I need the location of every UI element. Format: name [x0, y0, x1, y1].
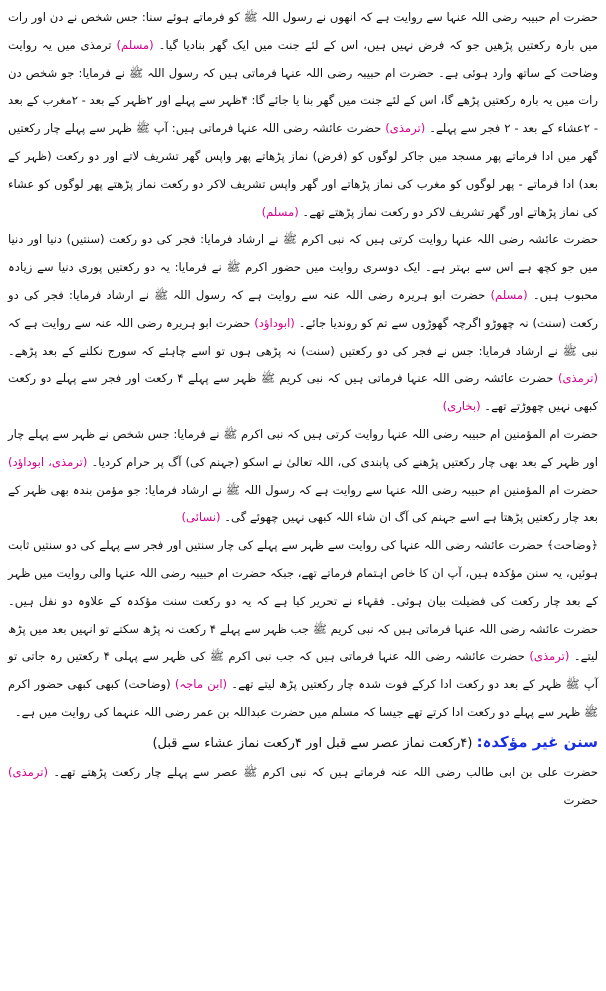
explanation-text: (وضاحت) کبھی کبھی حضور اکرم ﷺ ظہر سے پہلے دو رکعت ادا کرتے تھے جیسا کہ مسلم میں حضرت عبداللہ بن عمر رضی اللہ عنہما کی روایت میں ہے۔ — [8, 677, 598, 719]
hadith-text: حضرت ابو ہریرہ رضی اللہ عنہ سے روایت ہے کہ نبی ﷺ نے ارشاد فرمایا: جس نے فجر کی دو رکعتیں (سنت) نہ پڑھی ہوں تو اسے چاہئے کہ سورج نکلنے کے بعد پڑھے۔ — [8, 315, 598, 358]
reference-muslim: (مسلم) — [490, 287, 528, 302]
reference-tirmidhi: (ترمذی) — [557, 371, 598, 386]
reference-tirmidhi: (ترمذی) — [385, 121, 426, 136]
section-subtitle: (۴رکعت نماز عصر سے قبل اور ۴رکعت نماز عشاء سے قبل) — [152, 735, 473, 751]
explanation-text: ﴿وضاحت﴾ حضرت عائشہ رضی اللہ عنہا کی روایت سے ظہر سے پہلے کی چار سنتیں اور فجر سے پہلے کی دو سنتیں ثابت ہوئیں، یہ سنن مؤکدہ ہیں، آپ ان کا خاص اہتمام فرماتے تھے، جبکہ حضرت ام حبیبہ رضی اللہ عنہا والی روایت میں ظہر کے بعد چار رکعت کی فضیلت بیان ہوئی۔ فقہاء نے تحریر کیا ہے کہ یہ دو رکعت سنت مؤکدہ کے علاوہ دو نفل ہیں۔ حضرت عائشہ رضی اللہ عنہا فرماتی ہیں کہ نبی کریم ﷺ جب ظہر سے پہلے ۴ رکعت نہ پڑھ سکتے تو انہیں بعد میں پڑھ لیتے۔ — [8, 538, 599, 664]
hadith-text: حضرت عائشہ رضی اللہ عنہا فرماتی ہیں: آپ ﷺ ظہر سے پہلے چار رکعتیں گھر میں ادا فرماتے پھر مسجد میں جاکر لوگوں کو (فرض) نماز پڑھاتے پھر واپس گھر تشریف لاتے اور دو رکعت (ظہر کے بعد) ادا فرماتے - پھر لوگوں کو مغرب کی نماز پڑھاتے اور گھر واپس تشریف لاکر دو رکعت نماز پڑھتے پھر لوگوں کو عشاء کی نماز پڑھاتے اور گھر تشریف لاکر دو رکعت نماز پڑھتے تھے۔ — [8, 121, 598, 219]
reference-bukhari: (بخاری) — [442, 399, 481, 414]
hadith-text: حضرت عائشہ رضی اللہ عنہا فرماتی ہیں کہ نبی کریم ﷺ ظہر سے پہلے ۴ رکعت اور فجر سے پہلے دو رکعت کبھی نہیں چھوڑتے تھے۔ — [8, 371, 598, 414]
hadith-text: حضرت — [563, 792, 598, 807]
reference-nasai: (نسائی) — [181, 510, 221, 525]
hadith-text: حضرت عائشہ رضی اللہ عنہا روایت کرتی ہیں کہ نبی اکرم ﷺ نے ارشاد فرمایا: فجر کی دو رکعت (سنتیں) دنیا اور دنیا میں جو کچھ ہے اس سے بہتر ہے۔ ایک دوسری روایت میں حضور اکرم ﷺ نے فرمایا: یہ دو رکعتیں پوری دنیا سے زیادہ محبوب ہیں۔ — [8, 232, 599, 302]
reference-abu-dawud: (ابوداؤد) — [254, 315, 295, 330]
paragraph-5 — [8, 759, 598, 815]
hadith-text: حضرت عائشہ رضی اللہ عنہا فرماتی ہیں کہ جب نبی اکرم ﷺ کی ظہر سے پہلی ۴ رکعتیں رہ جاتی تو آپ ﷺ ظہر کے بعد دو رکعت ادا کرکے فوت شدہ چار رکعتیں پڑھ لیتے تھے۔ — [8, 649, 598, 692]
reference-ibn-majah: (ابن ماجہ) — [174, 677, 228, 692]
paragraph-3 — [8, 421, 598, 532]
paragraph-2 — [8, 226, 598, 421]
reference-muslim: (مسلم) — [116, 37, 154, 52]
hadith-text: حضرت ام حبیبہ رضی اللہ عنہا سے روایت ہے کہ انھوں نے رسول اللہ ﷺ کو فرماتے ہوئے سنا: جس شخص نے دن اور رات میں بارہ رکعتیں پڑھیں جو کہ فرض نہیں ہیں، اس کے لئے جنت میں ایک گھر بنادیا گیا۔ — [8, 10, 598, 52]
hadith-text: ترمذی میں یہ روایت وضاحت کے ساتھ وارد ہوئی ہے۔ حضرت ام حبیبہ رضی اللہ عنہا فرماتی ہیں کہ رسول اللہ ﷺ نے فرمایا: جو شخص دن رات میں یہ بارہ رکعتیں پڑھے گا، اس کے لئے جنت میں گھر بنا یا جائے گا: ۴ظہر سے پہلے اور ۲ظہر کے بعد - ۲مغرب کے بعد - ۲عشاء کے بعد - ۲ فجر سے پہلے۔ — [8, 37, 599, 136]
hadith-text: حضرت ابو ہریرہ رضی اللہ عنہ سے روایت ہے کہ رسول اللہ ﷺ نے ارشاد فرمایا: فجر کی دو رکعت (سنت) نہ چھوڑو اگرچہ گھوڑوں سے تم کو روندیا جائے۔ — [8, 287, 599, 330]
paragraph-4 — [8, 532, 598, 727]
paragraph-1 — [8, 4, 598, 226]
section-heading: سنن غیر مؤکدہ: — [476, 732, 598, 751]
reference-muslim: (مسلم) — [261, 204, 299, 219]
section-heading-line — [8, 727, 598, 759]
hadith-text: حضرت علی بن ابی طالب رضی اللہ عنہ فرماتے ہیں کہ نبی اکرم ﷺ عصر سے پہلے چار رکعت پڑھتے تھے۔ — [53, 764, 598, 779]
reference-tirmidhi: (ترمذی) — [529, 649, 570, 664]
reference-tirmidhi-abu-dawud: (ترمذی، ابوداؤد) — [8, 454, 88, 469]
reference-tirmidhi: (ترمذی) — [8, 764, 49, 779]
hadith-text: حضرت ام المؤمنین ام حبیبہ رضی اللہ عنہا روایت کرتی ہیں کہ نبی اکرم ﷺ نے فرمایا: جس شخص نے ظہر سے پہلے چار اور ظہر کے بعد بھی چار رکعتیں پڑھنے کی پابندی کی، اللہ تعالیٰ نے اسکو (جہنم کی) آگ پر حرام کردیا۔ — [8, 426, 598, 469]
hadith-text: حضرت ام المؤمنین ام حبیبہ رضی اللہ عنہا سے روایت ہے کہ رسول اللہ ﷺ نے ارشاد فرمایا: جو مؤمن بندہ بھی ظہر کے بعد چار رکعتیں پڑھتا ہے اسے جہنم کی آگ ان شاء اللہ کبھی نہیں چھوئے گی۔ — [8, 482, 598, 525]
